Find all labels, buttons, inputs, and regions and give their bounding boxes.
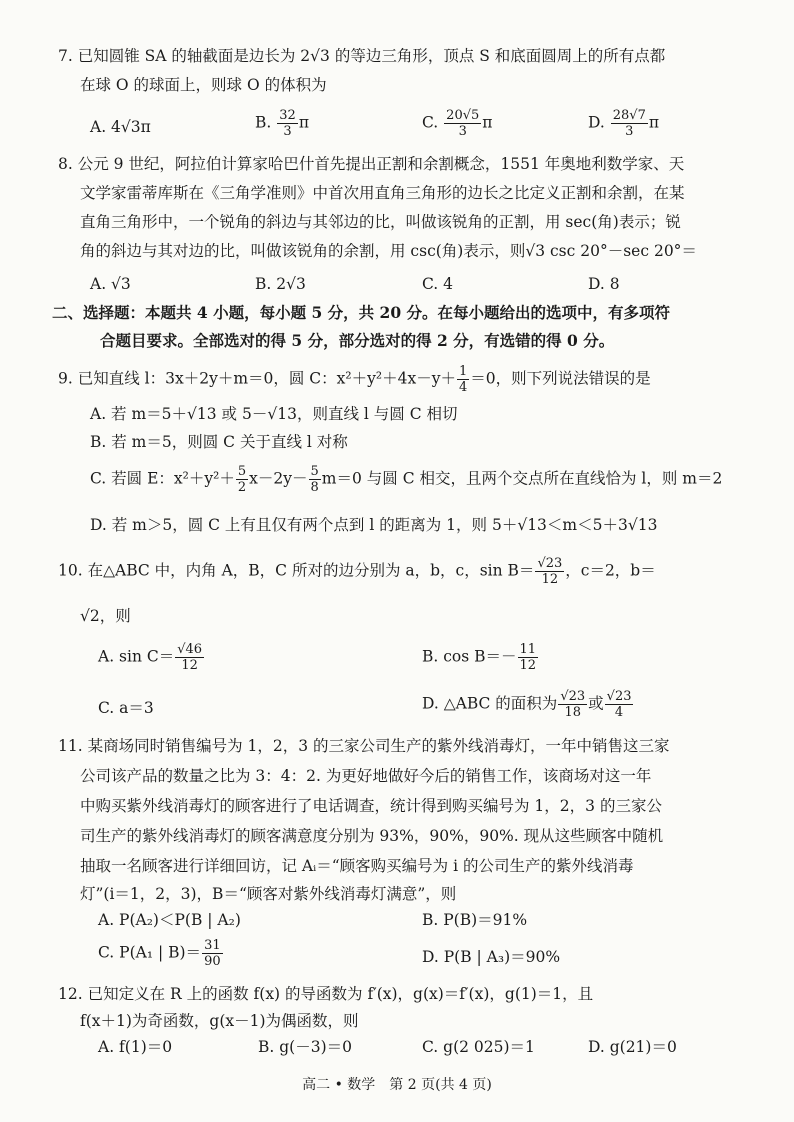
q7-option-a: A. 4√3π: [90, 118, 151, 136]
q8-stem-line2: 文学家雷蒂库斯在《三角学准则》中首次用直角三角形的边长之比定义正割和余割，在某: [80, 184, 685, 202]
q10-option-d: D. △ABC 的面积为 $\frac{√23}{18}$ 或 $\frac{√23}{4}$: [422, 689, 632, 720]
q8-stem-line1: 8. 公元 9 世纪，阿拉伯计算家哈巴什首先提出正割和余割概念，1551 年奥地利数学家、天: [58, 155, 685, 173]
q11-stem-line1: 11. 某商场同时销售编号为 1，2，3 的三家公司生产的紫外线消毒灯，一年中销售这三家: [58, 737, 670, 755]
q11-option-d: D. P(B | A₃)＝90%: [422, 948, 561, 966]
q10-stem: 10. 在△ABC 中，内角 A，B，C 所对的边分别为 a，b，c，sin B＝ $\frac{√23}{12}$ ，c＝2，b＝: [58, 556, 656, 587]
q12-stem-line2: f(x＋1)为奇函数，g(x－1)为偶函数，则: [80, 1012, 359, 1030]
q10-option-b: B. cos B＝－ $\frac{11}{12}$: [422, 642, 537, 673]
q12-option-a: A. f(1)＝0: [98, 1038, 173, 1056]
q8-stem-line3: 直角三角形中，一个锐角的斜边与其邻边的比，叫做该锐角的正割，用 sec(角)表示；锐: [80, 213, 681, 231]
q9-option-a: A. 若 m＝5＋√13 或 5－√13，则直线 l 与圆 C 相切: [90, 405, 458, 423]
q8-option-b: B. 2√3: [255, 275, 306, 293]
q10-option-c: C. a＝3: [98, 699, 154, 717]
q10-stem-line2: √2，则: [80, 607, 131, 625]
q8-stem-line4: 角的斜边与其对边的比，叫做该锐角的余割，用 csc(角)表示，则√3 csc 20°－sec 20°＝: [80, 242, 697, 260]
q11-option-c: C. P(A₁ | B)＝ $\frac{31}{90}$: [98, 938, 221, 969]
q11-stem-line4: 司生产的紫外线消毒灯的顾客满意度分别为 93%，90%，90%. 现从这些顾客中随机: [80, 827, 664, 845]
q9-option-c: C. 若圆 E：x²＋y²＋ $\frac{5}{2}$ x－2y－ $\frac{5}{8}$ m＝0 与圆 C 相交，且两个交点所在直线恰为 l，则 m＝2: [90, 464, 723, 495]
q7-stem-line1: 7. 已知圆锥 SA 的轴截面是边长为 2√3 的等边三角形，顶点 S 和底面圆周上的所有点都: [58, 47, 666, 65]
q12-option-b: B. g(－3)＝0: [258, 1038, 352, 1056]
q11-stem-line5: 抽取一名顾客进行详细回访，记 Aᵢ＝“顾客购买编号为 i 的公司生产的紫外线消毒: [80, 857, 634, 875]
q9-option-b: B. 若 m＝5，则圆 C 关于直线 l 对称: [90, 433, 348, 451]
section-2-header-line2: 合题目要求。全部选对的得 5 分，部分选对的得 2 分，有选错的得 0 分。: [100, 331, 615, 350]
q9-stem: 9. 已知直线 l：3x＋2y＋m＝0，圆 C：x²＋y²＋4x－y＋ $\frac{1}{4}$ ＝0，则下列说法错误的是: [58, 364, 651, 395]
page-footer: 高二 • 数学 第 2 页(共 4 页): [302, 1077, 492, 1093]
q8-option-c: C. 4: [422, 275, 454, 293]
q7-option-d: D. $\frac{28√7}{3}$ π: [588, 108, 660, 139]
q10-option-a: A. sin C＝ $\frac{√46}{12}$: [98, 642, 203, 673]
q7-option-b: B. $\frac{32}{3}$ π: [255, 108, 309, 139]
q12-option-d: D. g(21)＝0: [588, 1038, 677, 1056]
q9-option-d: D. 若 m＞5，圆 C 上有且仅有两个点到 l 的距离为 1，则 5＋√13＜m＜5＋3√13: [90, 516, 658, 534]
q11-option-a: A. P(A₂)＜P(B | A₂): [98, 911, 241, 929]
section-2-header-line1: 二、选择题：本题共 4 小题，每小题 5 分，共 20 分。在每小题给出的选项中，有多项符: [52, 303, 671, 322]
q7-stem-line2: 在球 O 的球面上，则球 O 的体积为: [80, 76, 327, 94]
q12-stem-line1: 12. 已知定义在 R 上的函数 f(x) 的导函数为 f′(x)，g(x)＝f′(x)，g(1)＝1，且: [58, 985, 594, 1003]
q11-stem-line3: 中购买紫外线消毒灯的顾客进行了电话调查，统计得到购买编号为 1，2，3 的三家公: [80, 797, 662, 815]
q11-stem-line6: 灯”(i＝1，2，3)，B＝“顾客对紫外线消毒灯满意”，则: [80, 885, 457, 903]
q12-option-c: C. g(2 025)＝1: [422, 1038, 535, 1056]
q11-stem-line2: 公司该产品的数量之比为 3：4：2. 为更好地做好今后的销售工作，该商场对这一年: [80, 767, 652, 785]
q8-option-d: D. 8: [588, 275, 620, 293]
q11-option-b: B. P(B)＝91%: [422, 911, 528, 929]
q7-option-c: C. $\frac{20√5}{3}$ π: [422, 108, 493, 139]
q8-option-a: A. √3: [90, 275, 131, 293]
